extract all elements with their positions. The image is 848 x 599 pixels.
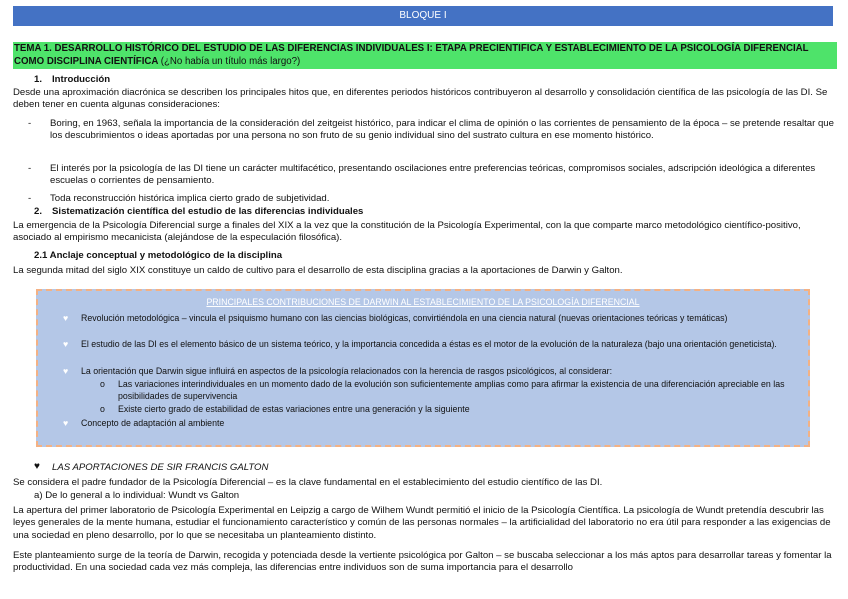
heart-icon: ♥: [63, 339, 69, 349]
bloque-header: [13, 6, 833, 26]
section-1-title: Introducción: [52, 74, 111, 85]
section-2-number: 2.: [34, 206, 43, 217]
galton-subheading-a: a) De lo general a lo individual: Wundt vs Galton: [34, 490, 240, 501]
circle-bullet-icon: o: [100, 404, 105, 414]
galton-paragraph-1: Se considera el padre fundador de la Psicología Diferencial – es la clave fundamental en el establecimiento del estudio científico de las DI.: [13, 477, 603, 488]
section-2-paragraph: La emergencia de la Psicología Diferencial surge a finales del XIX a la vez que la constitución de la Psicología Experimental, con la que comparte marco metodológico científico-positivo, asociado al empirismo mecanicista (alejándose de la especulación filosófica).: [13, 220, 801, 244]
section-2-1-title: 2.1 Anclaje conceptual y metodológico de la disciplina: [34, 250, 283, 261]
circle-bullet-icon: o: [100, 379, 105, 389]
section-1-number: 1.: [34, 74, 43, 85]
tema-note: (¿No había un título más largo?): [160, 55, 301, 67]
tema-heading: [13, 42, 837, 69]
section-1-paragraph: Desde una aproximación diacrónica se describen los principales hitos que, en diferentes periodos históricos contribuyeron al desarrollo y consolidación científica de las psicología de las DI. Se deben tener en cuenta algunas consideraciones:: [13, 87, 828, 111]
galton-paragraph-3: Este planteamiento surge de la teoría de Darwin, recogida y potenciada desde la vertiente psicológica por Galton – se buscaba seleccionar a los más aptos para desarrollar tareas y fomentar la productividad. En una sociedad cada vez más compleja, las diferencias entre individuos son de suma importancia para el desarrollo: [13, 550, 832, 574]
darwin-box-title: PRINCIPALES CONTRIBUCIONES DE DARWIN AL ESTABLECIMIENTO DE LA PSICOLOGÍA DIFERENCIAL: [206, 297, 640, 307]
section-2-title: Sistematización científica del estudio de las diferencias individuales: [52, 206, 364, 217]
heart-icon: ♥: [34, 461, 40, 472]
bloque-title: BLOQUE I: [399, 10, 447, 21]
galton-paragraph-2: La apertura del primer laboratorio de Psicología Experimental en Leipzig a cargo de Wilhem Wundt permitió el inicio de la Psicología Científica. La psicología de Wundt pretendía descubrir las leyes generales de la mente humana, estudiar el funcionamiento característico y común de las personas normales – la artificialidad del laboratorio no era útil para responder a las exigencias de una sociedad en pleno desarrollo, por lo que se necesitaba un planteamiento distinto.: [13, 505, 831, 541]
heart-icon: ♥: [63, 418, 69, 428]
tema-title: TEMA 1. DESARROLLO HISTÓRICO DEL ESTUDIO DE LAS DIFERENCIAS INDIVIDUALES I: ETAPA PRECIENTIFICA Y ESTABLECIMIENTO DE LA PSICOLOGÍA DIFERENCIAL COMO DISCIPLINA CIENTÍFICA: [14, 43, 809, 67]
heart-icon: ♥: [63, 366, 69, 376]
darwin-contributions-box: PRINCIPALES CONTRIBUCIONES DE DARWIN AL ESTABLECIMIENTO DE LA PSICOLOGÍA DIFERENCIAL ♥ Revolución metodológica – vincula el psiquismo humano con las ciencias biológicas, convirtiéndola en una ciencia natural (nuevas orientaciones teóricas y temáticas) ♥ El estudio de las DI es el elemento básico de un sistema teórico, y la importancia concedida a éstas es el motor de la evolución de la naturaleza (bajo una orientación geneticista). ♥ La orientación que Darwin sigue influirá en aspectos de la psicología relacionados con la herencia de rasgos psicológicos, al considerar: o Las variaciones interindividuales en un momento dado de la evolución son suficientemente amplias como para afirmar la existencia de una diferenciación apreciable en las posibilidades de supervivencia o Existe cierto grado de estabilidad de estas variaciones entre una generación y la siguiente ♥ Concepto de adaptación al ambiente: [36, 289, 810, 447]
galton-heading: LAS APORTACIONES DE SIR FRANCIS GALTON: [52, 462, 269, 473]
heart-icon: ♥: [63, 313, 69, 323]
section-2-1-paragraph: La segunda mitad del siglo XIX constituye un caldo de cultivo para el desarrollo de esta disciplina gracias a la aportaciones de Darwin y Galton.: [13, 265, 623, 276]
